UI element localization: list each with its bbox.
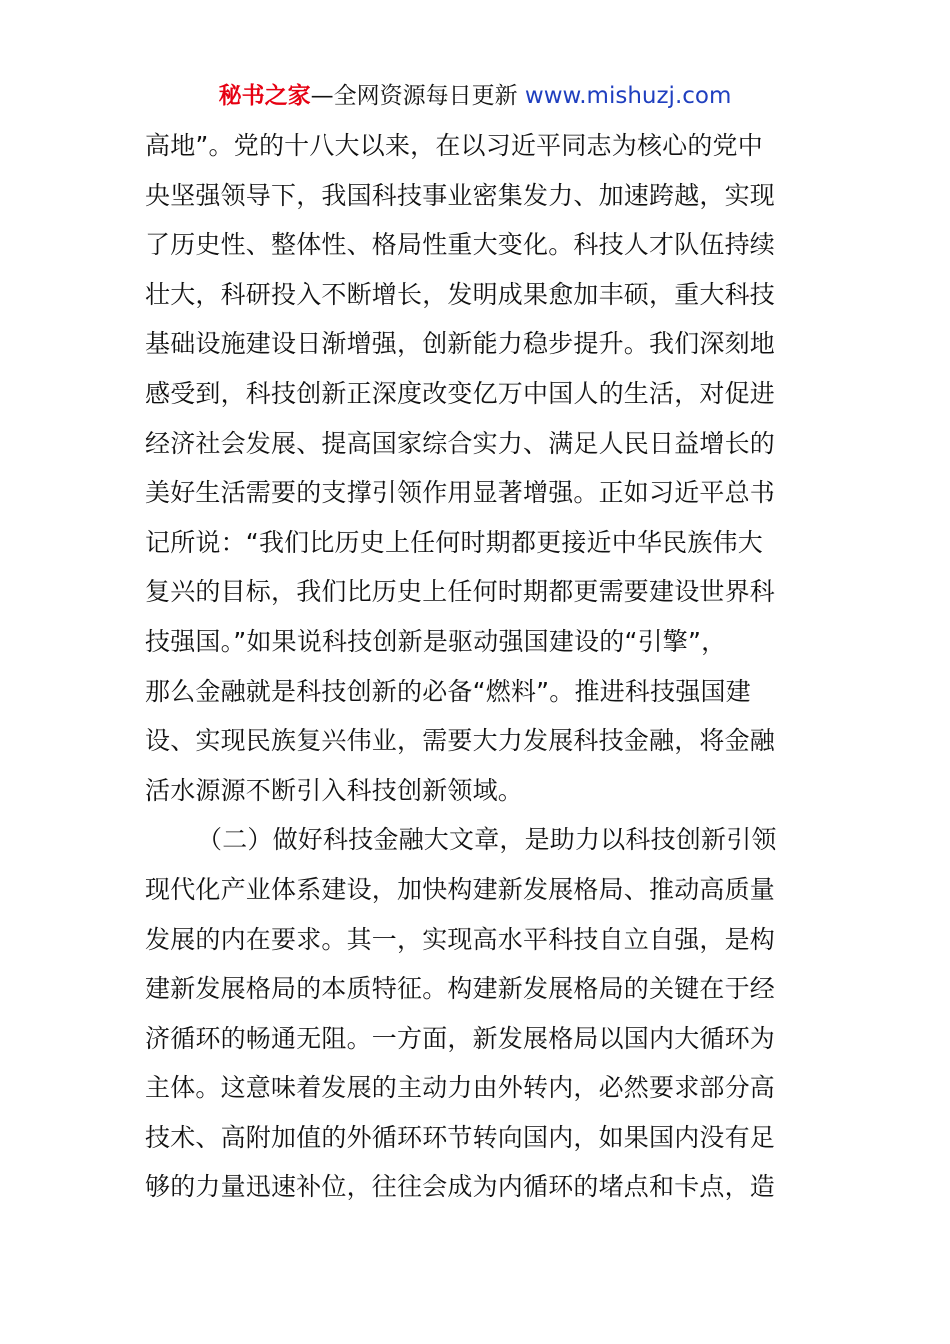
text-line: 主体。这意味着发展的主动力由外转内，必然要求部分高 <box>145 1073 776 1103</box>
paragraph-start-line: （二）做好科技金融大文章，是助力以科技创新引领 <box>197 825 777 855</box>
text-line: 经济社会发展、提高国家综合实力、满足人民日益增长的 <box>145 428 776 458</box>
text-line: 现代化产业体系建设，加快构建新发展格局、推动高质量 <box>145 874 776 904</box>
text-line: 建新发展格局的本质特征。构建新发展格局的关键在于经 <box>145 974 776 1004</box>
text-line: 济循环的畅通无阻。一方面，新发展格局以国内大循环为 <box>145 1023 776 1053</box>
text-line: 高地”。党的十八大以来，在以习近平同志为核心的党中 <box>145 131 763 160</box>
text-line: 美好生活需要的支撑引领作用显著增强。正如习近平总书 <box>145 478 776 508</box>
text-line: 技术、高附加值的外循环环节转向国内，如果国内没有足 <box>145 1122 776 1152</box>
text-line: 发展的内在要求。其一，实现高水平科技自立自强，是构 <box>145 924 776 954</box>
text-line: 那么金融就是科技创新的必备“燃料”。推进科技强国建 <box>145 676 751 706</box>
page-header <box>0 80 950 112</box>
text-line: 央坚强领导下，我国科技事业密集发力、加速跨越，实现 <box>145 180 776 210</box>
text-line: 感受到，科技创新正深度改变亿万中国人的生活，对促进 <box>145 378 776 408</box>
text-line: 了历史性、整体性、格局性重大变化。科技人才队伍持续 <box>145 230 776 260</box>
text-line: 活水源源不断引入科技创新领域。 <box>145 775 524 805</box>
text-line: 基础设施建设日渐增强，创新能力稳步提升。我们深刻地 <box>145 329 776 359</box>
text-line: 够的力量迅速补位，往往会成为内循环的堵点和卡点，造 <box>145 1172 776 1202</box>
site-brand: 秘书之家 <box>218 83 311 109</box>
text-line: 复兴的目标，我们比历史上任何时期都更需要建设世界科 <box>145 577 776 607</box>
text-line: 壮大，科研投入不断增长，发明成果愈加丰硕，重大科技 <box>145 279 776 309</box>
text-line: 技强国。”如果说科技创新是驱动强国建设的“引擎”， <box>145 626 727 656</box>
text-line: 设、实现民族复兴伟业，需要大力发展科技金融，将金融 <box>145 726 776 756</box>
site-tagline: —全网资源每日更新 <box>310 83 518 109</box>
document-body <box>145 121 810 1212</box>
text-line: 记所说：“我们比历史上任何时期都更接近中华民族伟大 <box>145 527 763 557</box>
site-url[interactable]: www.mishuzj.com <box>524 83 732 109</box>
